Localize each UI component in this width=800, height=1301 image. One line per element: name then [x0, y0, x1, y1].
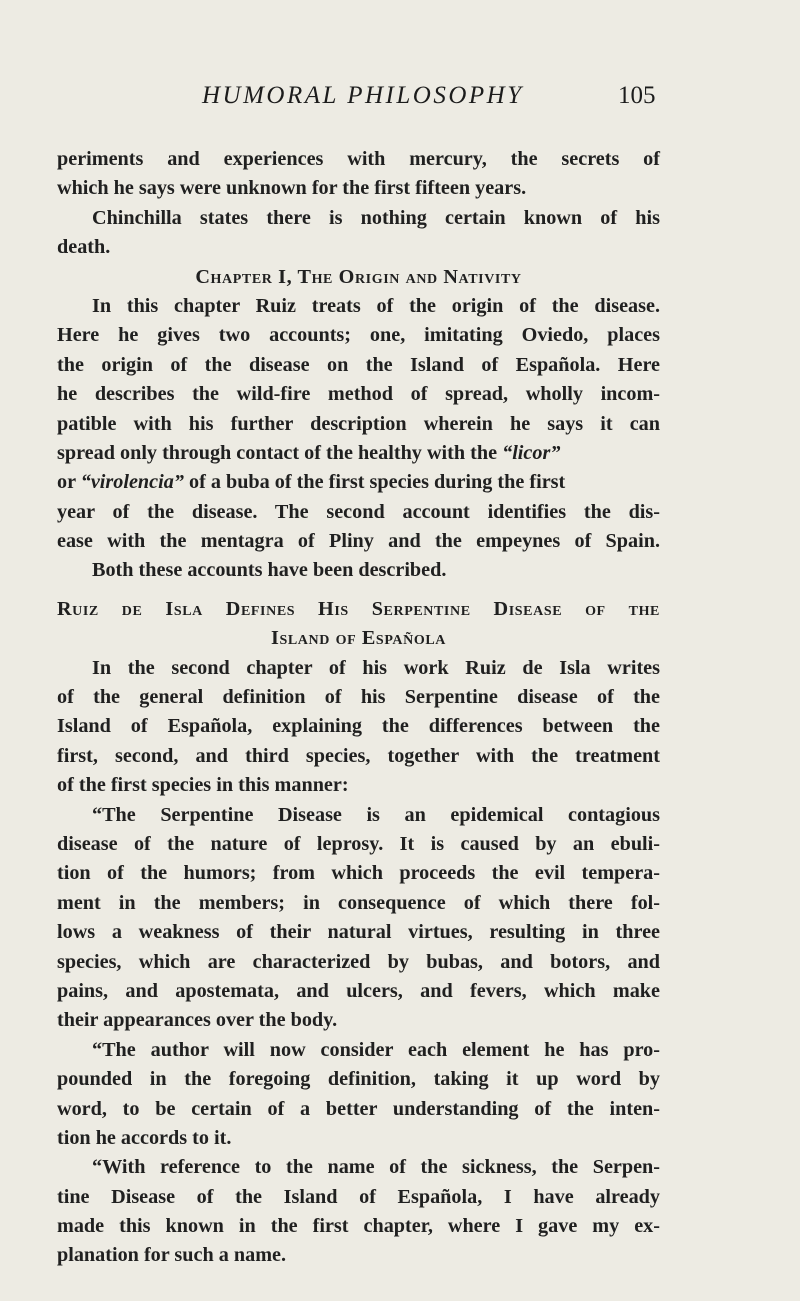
text-line: Chinchilla states there is nothing certain known of his [92, 206, 660, 229]
quote-serpentine-definition [57, 801, 660, 1036]
page-body [57, 145, 660, 1271]
paragraph-continuation [57, 145, 660, 204]
text-line: ease with the mentagra of Pliny and the empeynes of Spain. [57, 530, 660, 553]
text-line: tine Disease of the Island of Española, I have already [57, 1185, 660, 1208]
text-line: year of the disease. The second account identifies the dis- [57, 500, 660, 523]
section-heading-line: Ruiz de Isla Defines His Serpentine Disease of the [57, 597, 660, 620]
text-line: lows a weakness of their natural virtues, resulting in three [57, 921, 660, 944]
paragraph-chinchilla [57, 204, 660, 263]
text-line: tion he accords to it. [57, 1126, 232, 1149]
text-line: Both these accounts have been described. [92, 559, 447, 582]
text-line [57, 439, 660, 468]
text-line: of the first species in this manner: [57, 774, 349, 797]
text-line: made this known in the first chapter, where I gave my ex- [57, 1215, 660, 1238]
text-line: first, second, and third species, together with the treatment [57, 744, 660, 767]
text-line: “With reference to the name of the sickness, the Serpen- [92, 1156, 660, 1179]
text-line: “The author will now consider each element he has pro- [92, 1038, 660, 1061]
text-line: death. [57, 236, 111, 259]
italic-term-licor: “licor” [502, 441, 561, 464]
text-line: Here he gives two accounts; one, imitating Oviedo, places [57, 324, 660, 347]
text-line: In the second chapter of his work Ruiz de Isla writes [92, 656, 660, 679]
text-line: word, to be certain of a better understanding of the inten- [57, 1097, 660, 1120]
text-line: patible with his further description wherein he says it can [57, 412, 660, 435]
text-segment: spread only through contact of the healthy with the [57, 441, 503, 464]
text-line: pains, and apostemata, and ulcers, and fevers, which make [57, 979, 660, 1002]
text-segment: of a buba of the first species during the first [183, 471, 566, 494]
section-heading-line: Island of Española [271, 627, 446, 650]
text-line: which he says were unknown for the first fifteen years. [57, 177, 527, 200]
running-title: HUMORAL PHILOSOPHY [202, 82, 524, 109]
text-line: disease of the nature of leprosy. It is caused by an ebuli- [57, 832, 660, 855]
text-line [57, 468, 660, 497]
page-number: 105 [618, 82, 656, 109]
text-line: of the general definition of his Serpentine disease of the [57, 686, 660, 709]
text-line: species, which are characterized by bubas, and botors, and [57, 950, 660, 973]
text-segment: or [57, 471, 81, 494]
quote-author-consideration [57, 1036, 660, 1154]
section-spacer [57, 586, 660, 595]
text-line: ment in the members; in consequence of which there fol- [57, 891, 660, 914]
text-line: the origin of the disease on the Island of Española. Here [57, 353, 660, 376]
paragraph-origin [57, 292, 660, 586]
text-line: planation for such a name. [57, 1244, 287, 1267]
chapter-heading: Chapter I, The Origin and Nativity [195, 265, 522, 288]
running-head [0, 82, 800, 118]
text-line: Island of Española, explaining the differences between the [57, 715, 660, 738]
section-heading [57, 595, 660, 654]
text-line: their appearances over the body. [57, 1009, 338, 1032]
text-line: pounded in the foregoing definition, taking it up word by [57, 1068, 660, 1091]
text-line: tion of the humors; from which proceeds the evil tempera- [57, 862, 660, 885]
text-line: he describes the wild-fire method of spread, wholly incom- [57, 383, 660, 406]
italic-term-virolencia: “virolencia” [80, 471, 184, 494]
paragraph-definition [57, 654, 660, 801]
text-line: periments and experiences with mercury, the secrets of [57, 148, 660, 170]
text-line: “The Serpentine Disease is an epidemical contagious [92, 803, 660, 826]
text-line: In this chapter Ruiz treats of the origin of the disease. [92, 294, 660, 317]
quote-name-reference [57, 1153, 660, 1271]
